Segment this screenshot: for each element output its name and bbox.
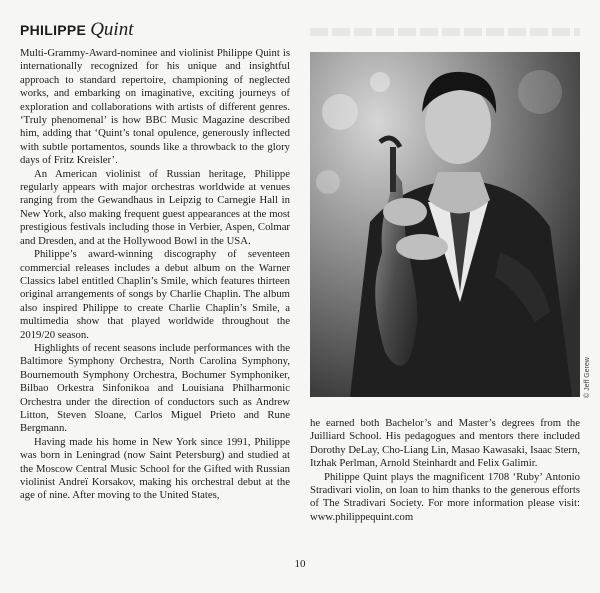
bio-paragraph-5: Having made his home in New York since 1991, Philippe was born in Leningrad (now Saint Petersburg) and studied at the Moscow Central Music School for the Gifted with Russian violinist Andreï Korsakov, making his orchestral debut at the age of nine. After moving to the United States, bbox=[20, 435, 290, 502]
portrait-photo bbox=[310, 52, 580, 397]
page-heading bbox=[20, 20, 133, 40]
bio-paragraph-1: Multi-Grammy-Award-nominee and violinist Philippe Quint is internationally recognized for his unique and insightful approach to standard repertoire, championing of neglected works, and embarking on imaginative, exciting journeys of exploration and collaborations with artists of different genres. ‘Truly phenomenal’ is how BBC Music Magazine described him, adding that ‘Quint’s tonal opulence, generously inflected with subtle portamentos, sounds like a throwback to the glory days of Fritz Kreisler’. bbox=[20, 47, 290, 167]
bio-paragraph-6: he earned both Bachelor’s and Master’s degrees from the Juilliard School. His pedagogues and mentors there included Dorothy DeLay, Cho-Liang Lin, Masao Kawasaki, Isaac Stern, Itzhak Perlman, Arnold Steinhardt and Felix Galimir. bbox=[310, 417, 580, 470]
violinist-portrait-image bbox=[310, 52, 580, 397]
heading-first-name: PHILIPPE bbox=[20, 22, 87, 38]
heading-last-name: Quint bbox=[90, 19, 134, 40]
bio-paragraph-2: An American violinist of Russian heritage, Philippe regularly appears with major orchestras worldwide at venues ranging from the Gewandhaus in Leipzig to Carnegie Hall in New York, also making frequent guest appearances at the most prestigious festivals including those in Verbier, Aspen, Colmar and Dresden, and at the Hollywood Bowl in the USA. bbox=[20, 167, 290, 247]
bio-paragraph-3: Philippe’s award-winning discography of seventeen commercial releases includes a debut album on the Warner Classics label entitled Chaplin’s Smile, which features thirteen original arrangements of songs by Charlie Chaplin. The album also inspired Philippe to create Charlie Chaplin’s Smile, a multimedia show that played worldwide throughout the 2019/20 season. bbox=[20, 248, 290, 341]
biography-column-left bbox=[20, 47, 290, 503]
photo-credit: © Jeff Gerew bbox=[584, 357, 591, 398]
bio-paragraph-4: Highlights of recent seasons include performances with the Baltimore Symphony Orchestra, North Carolina Symphony, Bournemouth Symphony Orchestra, Bochumer Symphoniker, Bilbao Orkestra Sinfonikoa and Louisiana Philharmonic Orchestra under the direction of conductors such as Andrew Litton, Steven Sloane, Carlos Miguel Prieto and Rune Bergmann. bbox=[20, 341, 290, 435]
bio-paragraph-7: Philippe Quint plays the magnificent 1708 ‘Ruby’ Antonio Stradivari violin, on loan to him thanks to the generous efforts of The Stradivari Society. For more information please visit: www.philippequint.com bbox=[310, 470, 580, 523]
show-through-text bbox=[310, 28, 580, 36]
page-number: 10 bbox=[294, 558, 306, 570]
biography-column-right bbox=[310, 417, 580, 524]
